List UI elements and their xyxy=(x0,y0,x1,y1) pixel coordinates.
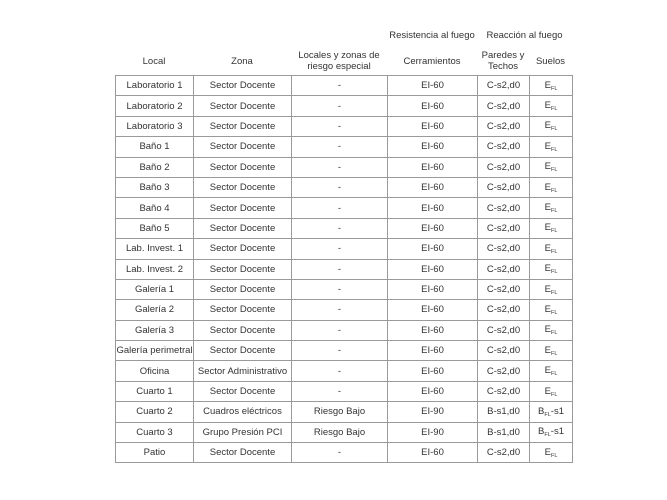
cell-cerramientos: EI-90 xyxy=(388,402,478,422)
cell-local: Lab. Invest. 2 xyxy=(116,259,194,279)
suelo-class: E xyxy=(544,181,551,193)
cell-cerramientos: EI-60 xyxy=(388,320,478,340)
cell-local: Cuarto 2 xyxy=(116,402,194,422)
cell-zona: Sector Docente xyxy=(194,76,292,96)
cell-zona: Sector Docente xyxy=(194,279,292,299)
cell-cerramientos: EI-60 xyxy=(388,259,478,279)
cell-zona: Sector Docente xyxy=(194,116,292,136)
cell-zona: Sector Docente xyxy=(194,177,292,197)
table-row xyxy=(116,422,573,442)
suelo-subscript: FL xyxy=(550,187,558,194)
cell-riesgo: - xyxy=(292,381,388,401)
suelo-class: E xyxy=(544,324,551,336)
cell-zona: Sector Docente xyxy=(194,320,292,340)
cell-paredes: C-s2,d0 xyxy=(478,381,530,401)
cell-suelos xyxy=(530,116,573,136)
cell-zona: Sector Docente xyxy=(194,137,292,157)
suelo-class: B xyxy=(538,405,545,417)
cell-riesgo: - xyxy=(292,279,388,299)
cell-local: Baño 2 xyxy=(116,157,194,177)
cell-riesgo: - xyxy=(292,218,388,238)
cell-local: Galería perimetral xyxy=(116,341,194,361)
suelo-subscript: FL xyxy=(544,411,551,418)
cell-riesgo: - xyxy=(292,177,388,197)
cell-local: Baño 4 xyxy=(116,198,194,218)
cell-suelos xyxy=(530,361,573,381)
table-row xyxy=(116,341,573,361)
table-row xyxy=(116,279,573,299)
col-header-paredes: Paredes y Techos xyxy=(481,50,525,72)
cell-local: Laboratorio 2 xyxy=(116,96,194,116)
group-header-resistencia: Resistencia al fuego xyxy=(389,30,475,41)
suelo-subscript: FL xyxy=(550,228,558,235)
suelo-subscript: FL xyxy=(550,289,558,296)
cell-suelos xyxy=(530,422,573,442)
cell-paredes: C-s2,d0 xyxy=(478,177,530,197)
suelo-subscript: FL xyxy=(550,391,558,398)
suelo-subscript: FL xyxy=(550,146,558,153)
group-header-reaccion: Reacción al fuego xyxy=(486,30,563,41)
col-header-suelos: Suelos xyxy=(535,55,566,67)
cell-paredes: C-s2,d0 xyxy=(478,341,530,361)
suelo-class: E xyxy=(544,365,551,377)
cell-local: Laboratorio 1 xyxy=(116,76,194,96)
cell-local: Baño 5 xyxy=(116,218,194,238)
cell-cerramientos: EI-60 xyxy=(388,218,478,238)
cell-cerramientos: EI-60 xyxy=(388,239,478,259)
cell-riesgo: - xyxy=(292,443,388,463)
cell-zona: Sector Docente xyxy=(194,218,292,238)
cell-suelos xyxy=(530,300,573,320)
cell-zona: Sector Docente xyxy=(194,198,292,218)
suelo-class: E xyxy=(544,385,551,397)
suelo-subscript: FL xyxy=(550,330,558,337)
suelo-class: E xyxy=(544,263,551,275)
cell-riesgo: - xyxy=(292,300,388,320)
col-header-cerramientos: Cerramientos xyxy=(403,55,461,67)
table-row xyxy=(116,177,573,197)
cell-cerramientos: EI-60 xyxy=(388,116,478,136)
suelo-class: E xyxy=(544,303,551,315)
cell-cerramientos: EI-60 xyxy=(388,157,478,177)
suelo-class: E xyxy=(544,161,551,173)
fire-safety-table xyxy=(115,75,573,463)
cell-cerramientos: EI-60 xyxy=(388,76,478,96)
cell-zona: Sector Docente xyxy=(194,300,292,320)
table-row xyxy=(116,381,573,401)
suelo-class: E xyxy=(544,242,551,254)
suelo-subscript: FL xyxy=(550,350,558,357)
cell-local: Galería 3 xyxy=(116,320,194,340)
suelo-subscript: FL xyxy=(550,452,558,459)
cell-suelos xyxy=(530,198,573,218)
suelo-subscript: FL xyxy=(544,432,551,439)
table-row xyxy=(116,218,573,238)
cell-suelos xyxy=(530,218,573,238)
cell-cerramientos: EI-90 xyxy=(388,422,478,442)
cell-paredes: C-s2,d0 xyxy=(478,137,530,157)
cell-suelos xyxy=(530,96,573,116)
cell-local: Cuarto 1 xyxy=(116,381,194,401)
col-header-riesgo: Locales y zonas de riesgo especial xyxy=(298,50,380,72)
cell-riesgo: - xyxy=(292,239,388,259)
suelo-subscript: FL xyxy=(550,167,558,174)
cell-paredes: C-s2,d0 xyxy=(478,96,530,116)
cell-paredes: C-s2,d0 xyxy=(478,157,530,177)
suelo-subscript: FL xyxy=(550,126,558,133)
cell-suelos xyxy=(530,76,573,96)
cell-zona: Sector Docente xyxy=(194,96,292,116)
cell-paredes: C-s2,d0 xyxy=(478,239,530,259)
cell-zona: Sector Docente xyxy=(194,157,292,177)
table-body xyxy=(116,76,573,463)
suelo-class: E xyxy=(544,283,551,295)
cell-suelos xyxy=(530,157,573,177)
cell-paredes: C-s2,d0 xyxy=(478,443,530,463)
suelo-class: B xyxy=(538,426,545,438)
col-header-zona: Zona xyxy=(231,55,253,67)
cell-suelos xyxy=(530,259,573,279)
cell-paredes: C-s2,d0 xyxy=(478,361,530,381)
suelo-class: E xyxy=(544,344,551,356)
suelo-suffix: -s1 xyxy=(550,426,564,438)
cell-zona: Sector Administrativo xyxy=(194,361,292,381)
cell-cerramientos: EI-60 xyxy=(388,177,478,197)
cell-paredes: C-s2,d0 xyxy=(478,198,530,218)
cell-suelos xyxy=(530,239,573,259)
cell-cerramientos: EI-60 xyxy=(388,96,478,116)
cell-paredes: C-s2,d0 xyxy=(478,116,530,136)
cell-suelos xyxy=(530,137,573,157)
suelo-suffix: -s1 xyxy=(550,405,564,417)
cell-riesgo: - xyxy=(292,116,388,136)
cell-paredes: C-s2,d0 xyxy=(478,76,530,96)
cell-riesgo: - xyxy=(292,341,388,361)
cell-paredes: C-s2,d0 xyxy=(478,300,530,320)
suelo-class: E xyxy=(544,222,551,234)
table-row xyxy=(116,443,573,463)
table-row xyxy=(116,116,573,136)
cell-local: Lab. Invest. 1 xyxy=(116,239,194,259)
suelo-class: E xyxy=(544,446,551,458)
cell-cerramientos: EI-60 xyxy=(388,137,478,157)
cell-suelos xyxy=(530,402,573,422)
suelo-subscript: FL xyxy=(550,85,558,92)
cell-zona: Sector Docente xyxy=(194,341,292,361)
cell-riesgo: - xyxy=(292,157,388,177)
col-header-local: Local xyxy=(142,55,166,67)
cell-local: Oficina xyxy=(116,361,194,381)
cell-riesgo: - xyxy=(292,198,388,218)
suelo-subscript: FL xyxy=(550,106,558,113)
table-row xyxy=(116,157,573,177)
cell-riesgo: - xyxy=(292,361,388,381)
cell-zona: Sector Docente xyxy=(194,259,292,279)
cell-zona: Sector Docente xyxy=(194,381,292,401)
suelo-subscript: FL xyxy=(550,208,558,215)
cell-suelos xyxy=(530,341,573,361)
cell-riesgo: - xyxy=(292,320,388,340)
cell-cerramientos: EI-60 xyxy=(388,341,478,361)
cell-paredes: C-s2,d0 xyxy=(478,259,530,279)
cell-suelos xyxy=(530,320,573,340)
suelo-class: E xyxy=(544,202,551,214)
suelo-class: E xyxy=(544,79,551,91)
cell-cerramientos: EI-60 xyxy=(388,300,478,320)
cell-riesgo: - xyxy=(292,96,388,116)
cell-riesgo: - xyxy=(292,259,388,279)
suelo-class: E xyxy=(544,120,551,132)
cell-suelos xyxy=(530,279,573,299)
cell-local: Patio xyxy=(116,443,194,463)
cell-cerramientos: EI-60 xyxy=(388,279,478,299)
cell-zona: Sector Docente xyxy=(194,239,292,259)
cell-paredes: C-s2,d0 xyxy=(478,218,530,238)
suelo-class: E xyxy=(544,100,551,112)
cell-zona: Grupo Presión PCI xyxy=(194,422,292,442)
table-row xyxy=(116,76,573,96)
cell-local: Cuarto 3 xyxy=(116,422,194,442)
cell-local: Laboratorio 3 xyxy=(116,116,194,136)
suelo-class: E xyxy=(544,140,551,152)
table-row xyxy=(116,137,573,157)
cell-paredes: B-s1,d0 xyxy=(478,402,530,422)
cell-suelos xyxy=(530,381,573,401)
suelo-subscript: FL xyxy=(550,309,558,316)
cell-local: Galería 2 xyxy=(116,300,194,320)
suelo-subscript: FL xyxy=(550,269,558,276)
table-row xyxy=(116,239,573,259)
cell-paredes: B-s1,d0 xyxy=(478,422,530,442)
table-row xyxy=(116,259,573,279)
cell-riesgo: Riesgo Bajo xyxy=(292,402,388,422)
cell-cerramientos: EI-60 xyxy=(388,443,478,463)
table-row xyxy=(116,300,573,320)
cell-paredes: C-s2,d0 xyxy=(478,320,530,340)
cell-riesgo: - xyxy=(292,76,388,96)
suelo-subscript: FL xyxy=(550,371,558,378)
cell-local: Baño 3 xyxy=(116,177,194,197)
cell-riesgo: - xyxy=(292,137,388,157)
cell-local: Baño 1 xyxy=(116,137,194,157)
cell-riesgo: Riesgo Bajo xyxy=(292,422,388,442)
cell-suelos xyxy=(530,443,573,463)
table-row xyxy=(116,402,573,422)
cell-zona: Sector Docente xyxy=(194,443,292,463)
table-row xyxy=(116,96,573,116)
cell-zona: Cuadros eléctricos xyxy=(194,402,292,422)
cell-cerramientos: EI-60 xyxy=(388,381,478,401)
cell-suelos xyxy=(530,177,573,197)
table-row xyxy=(116,198,573,218)
cell-cerramientos: EI-60 xyxy=(388,198,478,218)
table-row xyxy=(116,361,573,381)
suelo-subscript: FL xyxy=(550,248,558,255)
cell-paredes: C-s2,d0 xyxy=(478,279,530,299)
cell-cerramientos: EI-60 xyxy=(388,361,478,381)
cell-local: Galería 1 xyxy=(116,279,194,299)
table-row xyxy=(116,320,573,340)
